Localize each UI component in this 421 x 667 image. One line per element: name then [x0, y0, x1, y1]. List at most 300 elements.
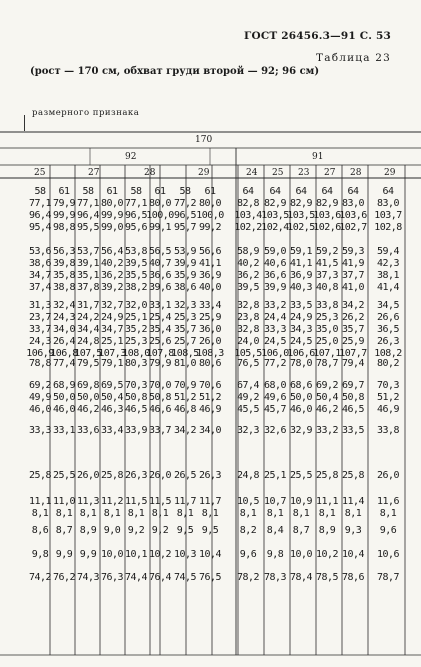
- cell-value: 102,7: [339, 222, 367, 233]
- cell-value: 10,1: [124, 549, 148, 560]
- cell-value: 103,6: [313, 210, 341, 221]
- cell-value: 45,7: [263, 404, 287, 415]
- cell-value: 80,2: [376, 358, 400, 369]
- cell-value: 46,0: [52, 404, 76, 415]
- cell-value: 40,8: [315, 282, 339, 293]
- cell-value: 61: [58, 186, 70, 197]
- cell-value: 36,9: [198, 270, 222, 281]
- cell-value: 38,8: [52, 282, 76, 293]
- cell-value: 34,0: [52, 324, 76, 335]
- cell-value: 37,3: [315, 270, 339, 281]
- cell-value: 11,6: [376, 496, 400, 507]
- cell-value: 34,2: [341, 300, 365, 311]
- cell-value: 9,5: [201, 525, 219, 536]
- cell-value: 8,7: [55, 525, 73, 536]
- cell-value: 46,0: [289, 404, 313, 415]
- cell-value: 64: [242, 186, 254, 197]
- cell-value: 38,6: [28, 258, 52, 269]
- table-label: Таблица 23: [316, 52, 391, 64]
- cell-value: 80,0: [100, 198, 124, 209]
- cell-value: 35,1: [76, 270, 100, 281]
- cell-value: 10,7: [263, 496, 287, 507]
- cell-value: 70,0: [148, 380, 172, 391]
- cell-value: 83,0: [341, 198, 365, 209]
- cell-value: 33,2: [263, 300, 287, 311]
- cell-value: 35,4: [148, 324, 172, 335]
- cell-value: 25,7: [173, 336, 197, 347]
- cell-value: 26,3: [198, 470, 222, 481]
- cell-value: 78,7: [315, 358, 339, 369]
- cell-value: 59,4: [376, 246, 400, 257]
- cell-value: 33,9: [124, 425, 148, 436]
- cell-value: 107,7: [339, 348, 367, 359]
- cell-value: 39,9: [263, 282, 287, 293]
- cell-value: 26,5: [173, 470, 197, 481]
- cell-value: 80,0: [148, 198, 172, 209]
- cell-value: 95,4: [28, 222, 52, 233]
- cell-value: 99,9: [100, 210, 124, 221]
- cell-value: 24,2: [76, 312, 100, 323]
- cell-value: 40,0: [198, 282, 222, 293]
- column-hip-4: 29: [198, 168, 210, 178]
- cell-value: 74,5: [173, 572, 197, 583]
- cell-value: 102,4: [261, 222, 289, 233]
- cell-value: 24,5: [263, 336, 287, 347]
- cell-value: 32,8: [236, 300, 260, 311]
- cell-value: 25,0: [315, 336, 339, 347]
- cell-value: 36,2: [100, 270, 124, 281]
- cell-value: 9,8: [31, 549, 49, 560]
- cell-value: 8,4: [266, 525, 284, 536]
- cell-value: 50,4: [315, 392, 339, 403]
- cell-value: 33,4: [198, 300, 222, 311]
- cell-value: 78,7: [376, 572, 400, 583]
- cell-value: 80,6: [198, 358, 222, 369]
- cell-value: 8,1: [201, 508, 219, 519]
- cell-value: 10,2: [148, 549, 172, 560]
- cell-value: 33,6: [76, 425, 100, 436]
- cell-value: 33,3: [263, 324, 287, 335]
- cell-value: 25,1: [263, 470, 287, 481]
- cell-value: 10,4: [341, 549, 365, 560]
- cell-value: 37,7: [341, 270, 365, 281]
- cell-value: 39,5: [236, 282, 260, 293]
- cell-value: 95,6: [124, 222, 148, 233]
- cell-value: 61: [154, 186, 166, 197]
- cell-value: 74,4: [124, 572, 148, 583]
- cell-value: 69,5: [100, 380, 124, 391]
- cell-value: 32,3: [236, 425, 260, 436]
- cell-value: 9,6: [379, 525, 397, 536]
- cell-value: 102,2: [234, 222, 262, 233]
- cell-value: 35,5: [124, 270, 148, 281]
- cell-value: 64: [321, 186, 333, 197]
- cell-value: 26,0: [198, 336, 222, 347]
- cell-value: 36,2: [236, 270, 260, 281]
- cell-value: 78,6: [341, 572, 365, 583]
- cell-value: 11,5: [148, 496, 172, 507]
- cell-value: 106,8: [50, 348, 78, 359]
- cell-value: 56,5: [148, 246, 172, 257]
- cell-value: 33,7: [28, 324, 52, 335]
- cell-value: 53,9: [173, 246, 197, 257]
- cell-value: 46,9: [198, 404, 222, 415]
- cell-value: 50,8: [341, 392, 365, 403]
- cell-value: 99,2: [198, 222, 222, 233]
- cell-value: 24,4: [263, 312, 287, 323]
- cell-value: 38,2: [124, 282, 148, 293]
- cell-value: 39,9: [173, 258, 197, 269]
- cell-value: 33,7: [148, 425, 172, 436]
- cell-value: 8,1: [103, 508, 121, 519]
- cell-value: 8,1: [55, 508, 73, 519]
- cell-value: 26,3: [376, 336, 400, 347]
- cell-value: 39,6: [148, 282, 172, 293]
- cell-value: 79,9: [148, 358, 172, 369]
- cell-value: 32,9: [289, 425, 313, 436]
- cell-value: 9,9: [55, 549, 73, 560]
- cell-value: 25,5: [289, 470, 313, 481]
- cell-value: 24,3: [52, 312, 76, 323]
- cell-value: 69,7: [341, 380, 365, 391]
- cell-value: 70,3: [124, 380, 148, 391]
- cell-value: 25,8: [100, 470, 124, 481]
- cell-value: 107,1: [313, 348, 341, 359]
- cell-value: 9,3: [344, 525, 362, 536]
- cell-value: 24,9: [100, 312, 124, 323]
- cell-value: 9,6: [239, 549, 257, 560]
- cell-value: 25,6: [148, 336, 172, 347]
- cell-value: 46,2: [315, 404, 339, 415]
- cell-value: 69,2: [315, 380, 339, 391]
- cell-value: 10,9: [289, 496, 313, 507]
- cell-value: 76,4: [148, 572, 172, 583]
- cell-value: 33,8: [376, 425, 400, 436]
- cell-value: 32,3: [173, 300, 197, 311]
- cell-value: 77,1: [76, 198, 100, 209]
- cell-value: 11,7: [198, 496, 222, 507]
- cell-value: 41,1: [198, 258, 222, 269]
- cell-value: 64: [347, 186, 359, 197]
- cell-value: 34,7: [100, 324, 124, 335]
- cell-value: 8,1: [344, 508, 362, 519]
- cell-value: 78,4: [289, 572, 313, 583]
- cell-value: 46,9: [376, 404, 400, 415]
- cell-value: 33,2: [315, 425, 339, 436]
- cell-value: 31,7: [76, 300, 100, 311]
- cell-value: 82,8: [236, 198, 260, 209]
- cell-value: 102,5: [287, 222, 315, 233]
- cell-value: 36,6: [148, 270, 172, 281]
- cell-value: 98,8: [52, 222, 76, 233]
- cell-value: 70,3: [376, 380, 400, 391]
- cell-value: 40,7: [148, 258, 172, 269]
- cell-value: 39,1: [76, 258, 100, 269]
- cell-value: 10,5: [236, 496, 260, 507]
- gost-number: ГОСТ 26456.3—91 С. 53: [244, 30, 391, 42]
- cell-value: 25,1: [100, 336, 124, 347]
- cell-value: 33,8: [315, 300, 339, 311]
- cell-value: 70,6: [198, 380, 222, 391]
- cell-value: 25,9: [198, 312, 222, 323]
- cell-value: 77,2: [173, 198, 197, 209]
- cell-value: 99,0: [100, 222, 124, 233]
- cell-value: 46,5: [341, 404, 365, 415]
- cell-value: 33,3: [28, 425, 52, 436]
- cell-value: 96,4: [28, 210, 52, 221]
- cell-value: 39,5: [124, 258, 148, 269]
- cell-value: 106,9: [26, 348, 54, 359]
- cell-value: 24,8: [76, 336, 100, 347]
- cell-value: 10,2: [315, 549, 339, 560]
- cell-value: 69,2: [28, 380, 52, 391]
- cell-value: 50,8: [124, 392, 148, 403]
- cell-value: 8,1: [239, 508, 257, 519]
- cell-value: 24,5: [289, 336, 313, 347]
- cell-value: 40,2: [236, 258, 260, 269]
- cell-value: 100,0: [146, 210, 174, 221]
- cell-value: 95,5: [76, 222, 100, 233]
- cell-value: 96,5: [124, 210, 148, 221]
- cell-value: 25,3: [173, 312, 197, 323]
- cell-value: 11,2: [100, 496, 124, 507]
- cell-value: 76,5: [198, 572, 222, 583]
- cell-value: 56,6: [198, 246, 222, 257]
- cell-value: 26,2: [341, 312, 365, 323]
- cell-value: 80,0: [198, 198, 222, 209]
- cell-value: 106,6: [287, 348, 315, 359]
- cell-value: 82,9: [315, 198, 339, 209]
- cell-value: 78,3: [263, 572, 287, 583]
- cell-value: 24,3: [28, 336, 52, 347]
- cell-value: 23,7: [28, 312, 52, 323]
- cell-value: 8,1: [292, 508, 310, 519]
- cell-value: 11,7: [173, 496, 197, 507]
- cell-value: 59,1: [289, 246, 313, 257]
- cell-value: 25,3: [124, 336, 148, 347]
- cell-value: 8,1: [379, 508, 397, 519]
- cell-value: 37,4: [28, 282, 52, 293]
- cell-value: 76,5: [236, 358, 260, 369]
- cell-value: 33,1: [52, 425, 76, 436]
- cell-value: 25,3: [315, 312, 339, 323]
- cell-value: 51,2: [376, 392, 400, 403]
- column-hip-9: 28: [350, 168, 362, 178]
- cell-value: 41,4: [376, 282, 400, 293]
- cell-value: 79,1: [100, 358, 124, 369]
- cell-value: 68,9: [52, 380, 76, 391]
- cell-value: 64: [269, 186, 281, 197]
- cell-value: 34,7: [28, 270, 52, 281]
- cell-value: 80,3: [124, 358, 148, 369]
- cell-value: 8,1: [31, 508, 49, 519]
- cell-value: 106,0: [261, 348, 289, 359]
- cell-value: 35,2: [124, 324, 148, 335]
- cell-value: 58: [130, 186, 142, 197]
- cell-value: 41,9: [341, 258, 365, 269]
- cell-value: 32,4: [52, 300, 76, 311]
- cell-value: 77,1: [28, 198, 52, 209]
- cell-value: 9,5: [176, 525, 194, 536]
- cell-value: 42,3: [376, 258, 400, 269]
- cell-value: 25,5: [52, 470, 76, 481]
- cell-value: 81,0: [173, 358, 197, 369]
- cell-value: 108,0: [122, 348, 150, 359]
- cell-value: 99,1: [148, 222, 172, 233]
- cell-value: 8,1: [176, 508, 194, 519]
- cell-value: 10,4: [198, 549, 222, 560]
- cell-value: 32,0: [124, 300, 148, 311]
- cell-value: 50,4: [100, 392, 124, 403]
- cell-value: 64: [295, 186, 307, 197]
- column-hip-8: 27: [324, 168, 336, 178]
- cell-value: 40,6: [263, 258, 287, 269]
- cell-value: 78,8: [28, 358, 52, 369]
- cell-value: 32,6: [263, 425, 287, 436]
- cell-value: 33,5: [289, 300, 313, 311]
- cell-value: 40,3: [289, 282, 313, 293]
- cell-value: 11,3: [76, 496, 100, 507]
- cell-value: 9,0: [103, 525, 121, 536]
- cell-value: 107,3: [98, 348, 126, 359]
- cell-value: 11,4: [341, 496, 365, 507]
- cell-value: 49,2: [236, 392, 260, 403]
- cell-value: 74,3: [76, 572, 100, 583]
- cell-value: 107,5: [74, 348, 102, 359]
- cell-value: 11,1: [28, 496, 52, 507]
- cell-value: 78,5: [315, 572, 339, 583]
- cell-value: 25,8: [315, 470, 339, 481]
- cell-value: 107,8: [146, 348, 174, 359]
- cell-value: 46,5: [124, 404, 148, 415]
- cell-value: 68,0: [263, 380, 287, 391]
- cell-value: 8,2: [239, 525, 257, 536]
- cell-value: 9,2: [151, 525, 169, 536]
- cell-value: 10,6: [376, 549, 400, 560]
- column-group-92: 92: [125, 152, 137, 162]
- cell-value: 50,0: [289, 392, 313, 403]
- cell-value: 39,8: [52, 258, 76, 269]
- cell-value: 34,5: [376, 300, 400, 311]
- cell-value: 67,4: [236, 380, 260, 391]
- cell-value: 96,4: [76, 210, 100, 221]
- cell-value: 10,0: [100, 549, 124, 560]
- column-hip-6: 25: [272, 168, 284, 178]
- cell-value: 64: [382, 186, 394, 197]
- cell-value: 103,5: [287, 210, 315, 221]
- cell-value: 59,2: [315, 246, 339, 257]
- cell-value: 41,1: [289, 258, 313, 269]
- cell-value: 8,1: [151, 508, 169, 519]
- cell-value: 69,8: [76, 380, 100, 391]
- column-hip-5: 24: [246, 168, 258, 178]
- cell-value: 36,9: [289, 270, 313, 281]
- cell-value: 56,3: [52, 246, 76, 257]
- cell-value: 49,9: [28, 392, 52, 403]
- cell-value: 41,0: [341, 282, 365, 293]
- column-group-91: 91: [312, 152, 324, 162]
- cell-value: 68,6: [289, 380, 313, 391]
- cell-value: 26,0: [376, 470, 400, 481]
- cell-value: 26,0: [148, 470, 172, 481]
- column-hip-1: 25: [34, 168, 46, 178]
- cell-value: 77,4: [52, 358, 76, 369]
- cell-value: 25,8: [341, 470, 365, 481]
- table-subtitle: (рост — 170 см, обхват груди второй — 92; 96 см): [30, 66, 320, 77]
- cell-value: 25,1: [124, 312, 148, 323]
- cell-value: 46,8: [173, 404, 197, 415]
- cell-value: 33,1: [148, 300, 172, 311]
- cell-value: 76,2: [52, 572, 76, 583]
- cell-value: 11,5: [124, 496, 148, 507]
- cell-value: 58: [179, 186, 191, 197]
- cell-value: 36,0: [198, 324, 222, 335]
- cell-value: 8,7: [292, 525, 310, 536]
- cell-value: 82,9: [263, 198, 287, 209]
- cell-value: 77,1: [124, 198, 148, 209]
- column-hip-2: 27: [88, 168, 100, 178]
- cell-value: 46,0: [28, 404, 52, 415]
- cell-value: 26,3: [124, 470, 148, 481]
- cell-value: 102,8: [374, 222, 402, 233]
- cell-value: 46,2: [76, 404, 100, 415]
- cell-value: 10,3: [173, 549, 197, 560]
- cell-value: 45,5: [236, 404, 260, 415]
- cell-value: 8,1: [318, 508, 336, 519]
- cell-value: 58: [34, 186, 46, 197]
- cell-value: 33,5: [341, 425, 365, 436]
- cell-value: 96,5: [173, 210, 197, 221]
- cell-value: 70,9: [173, 380, 197, 391]
- cell-value: 78,2: [236, 572, 260, 583]
- cell-value: 35,7: [173, 324, 197, 335]
- cell-value: 50,0: [52, 392, 76, 403]
- cell-value: 35,0: [315, 324, 339, 335]
- cell-value: 38,1: [376, 270, 400, 281]
- cell-value: 40,2: [100, 258, 124, 269]
- row-header-label: размерного признака: [32, 108, 140, 118]
- cell-value: 24,9: [289, 312, 313, 323]
- cell-value: 9,9: [79, 549, 97, 560]
- cell-value: 53,8: [124, 246, 148, 257]
- cell-value: 59,0: [263, 246, 287, 257]
- cell-value: 100,0: [196, 210, 224, 221]
- cell-value: 77,2: [263, 358, 287, 369]
- cell-value: 8,6: [31, 525, 49, 536]
- cell-value: 103,5: [261, 210, 289, 221]
- cell-value: 59,3: [341, 246, 365, 257]
- cell-value: 39,2: [100, 282, 124, 293]
- cell-value: 36,5: [376, 324, 400, 335]
- cell-value: 105,5: [234, 348, 262, 359]
- cell-value: 35,7: [341, 324, 365, 335]
- cell-value: 41,5: [315, 258, 339, 269]
- column-hip-7: 23: [298, 168, 310, 178]
- cell-value: 34,4: [76, 324, 100, 335]
- cell-value: 61: [204, 186, 216, 197]
- cell-value: 58: [82, 186, 94, 197]
- cell-value: 78,0: [289, 358, 313, 369]
- cell-value: 108,3: [196, 348, 224, 359]
- cell-value: 24,8: [236, 470, 260, 481]
- cell-value: 26,0: [76, 470, 100, 481]
- cell-value: 24,0: [236, 336, 260, 347]
- cell-value: 53,6: [28, 246, 52, 257]
- cell-value: 36,6: [263, 270, 287, 281]
- cell-value: 76,3: [100, 572, 124, 583]
- cell-value: 51,2: [198, 392, 222, 403]
- cell-value: 50,8: [148, 392, 172, 403]
